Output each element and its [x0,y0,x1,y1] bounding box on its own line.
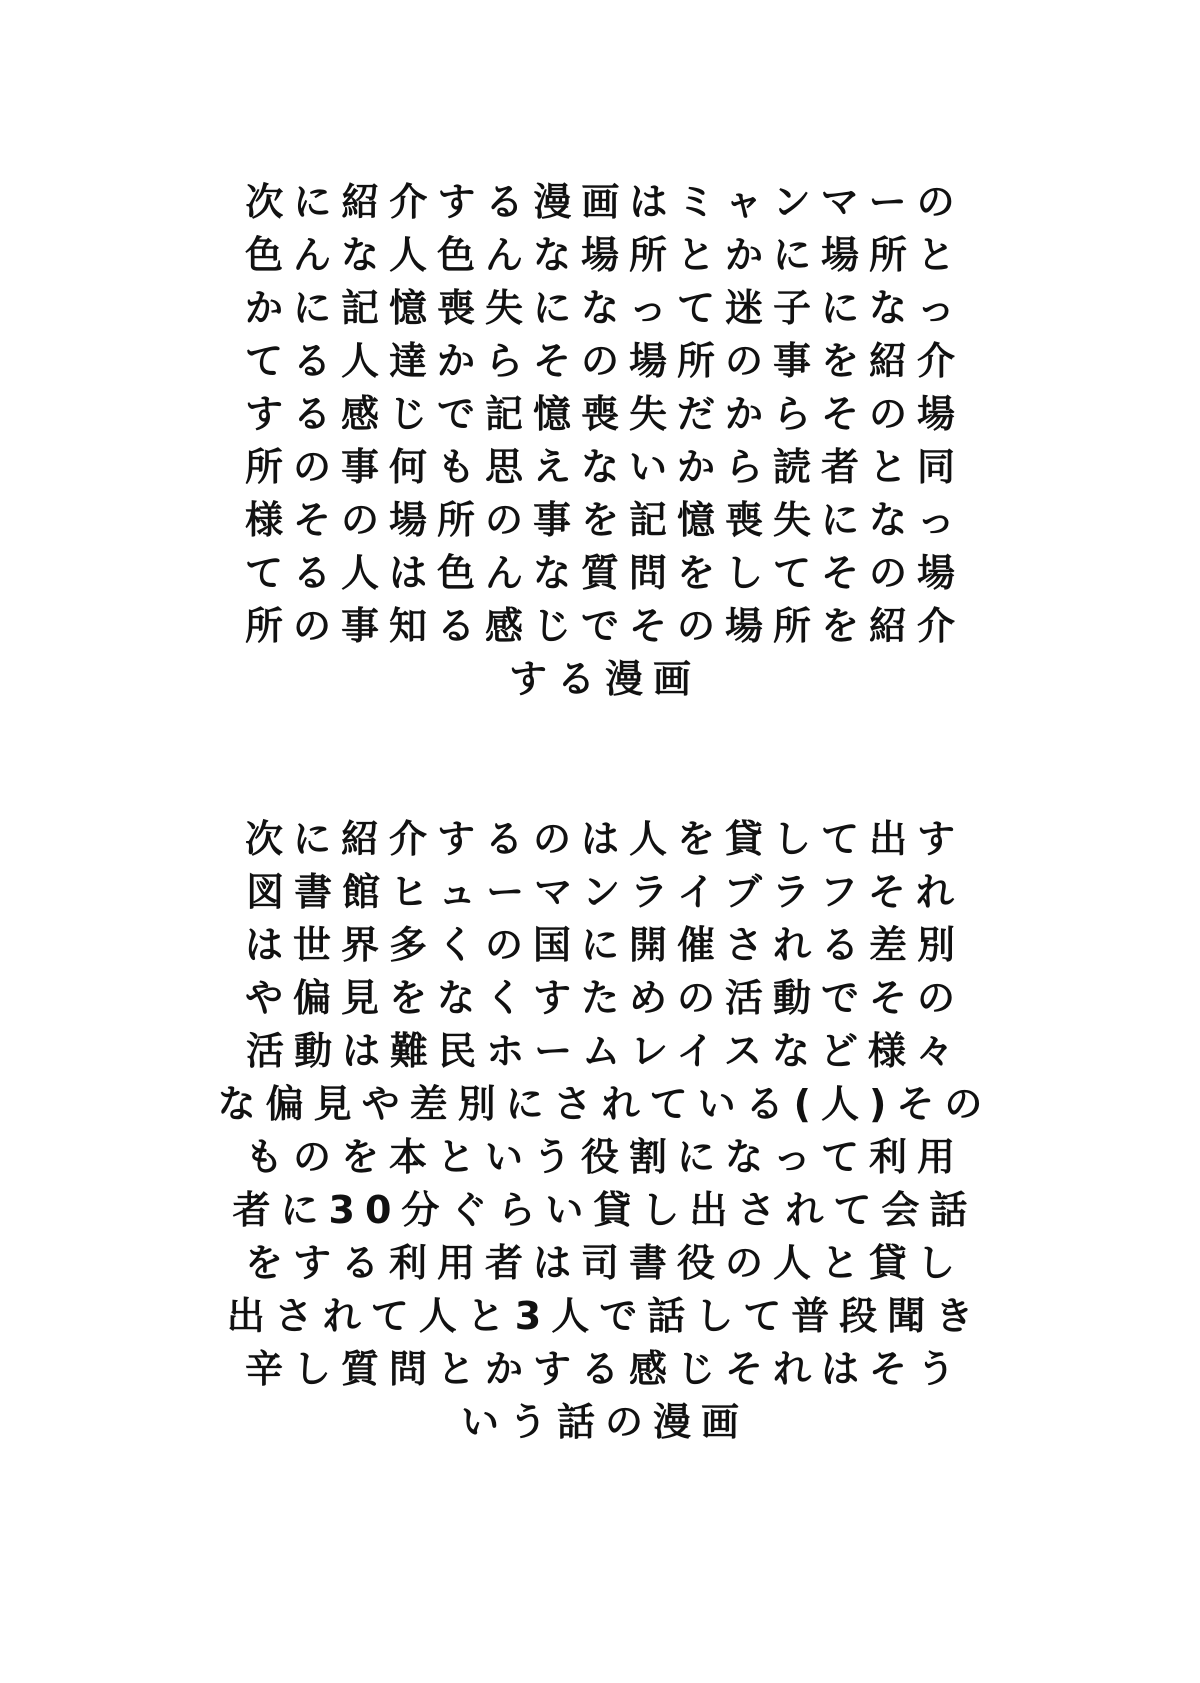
text-line: いう話の漫画 [460,1400,749,1444]
text-line: 出されて人と3人で話して普段聞き [226,1294,984,1338]
text-line: 様その場所の事を記憶喪失になっ [244,498,965,542]
text-line: な偏見や差別にされている(人)その [217,1082,993,1126]
text-line: 所の事知る感じでその場所を紹介 [244,604,965,648]
text-line: する漫画 [508,657,701,701]
text-line: かに記憶喪失になって迷子になっ [244,286,965,330]
text-line: は世界多くの国に開催される差別 [244,923,965,967]
text-line: 図書館ヒューマンライブラフそれ [246,870,964,914]
text-line: ものを本という役割になって利用 [244,1135,965,1179]
text-line: てる人達からその場所の事を紹介 [244,339,965,383]
text-line: 色んな人色んな場所とかに場所と [244,233,965,277]
paragraph-human-library-manga [0,813,1200,1449]
text-line: 者に30分ぐらい貸し出されて会話 [232,1188,978,1232]
paragraph-myanmar-manga [0,176,1200,706]
text-line: 次に紹介するのは人を貸して出す [244,817,965,861]
text-line: 次に紹介する漫画はミャンマーの [245,180,965,224]
text-line: 活動は難民ホームレイスなど様々 [246,1029,964,1073]
text-line: する感じで記憶喪失だからその場 [244,392,965,436]
text-line: をする利用者は司書役の人と貸し [244,1241,965,1285]
text-line: 所の事何も思えないから読者と同 [244,445,965,489]
text-line: や偏見をなくすための活動でその [244,976,965,1020]
text-line: 辛し質問とかする感じそれはそう [244,1347,965,1391]
text-line: てる人は色んな質問をしてその場 [244,551,965,595]
